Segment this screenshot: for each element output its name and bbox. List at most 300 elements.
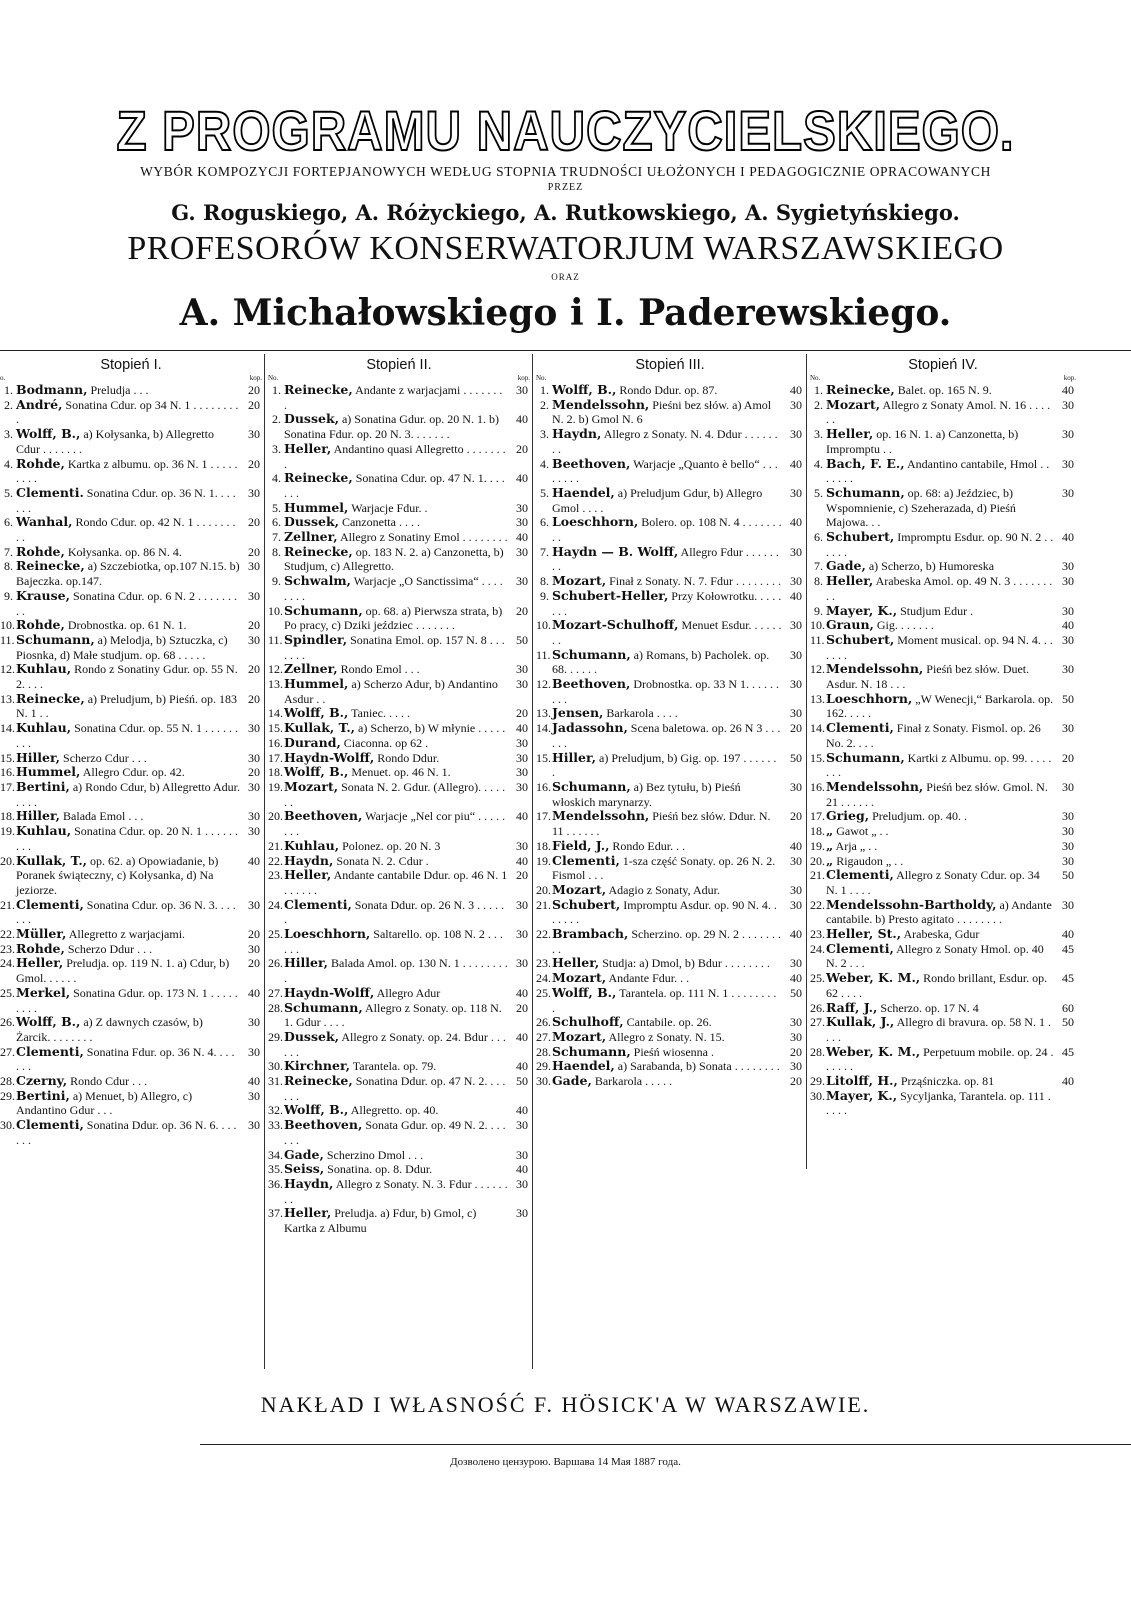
entry-text: [16, 986, 240, 1015]
entry-text: [284, 1074, 508, 1103]
work-description: Allegro di bravura. op. 58 N. 1 . . . .: [826, 1015, 1051, 1044]
entry-text: [552, 956, 782, 971]
entry-number: 4.: [540, 456, 549, 471]
entry-price: 40: [516, 809, 528, 824]
entry-price: 40: [790, 971, 802, 986]
entry-text: [552, 883, 782, 898]
composer-name: Schumann,: [552, 646, 631, 662]
entry-number: 17.: [268, 750, 283, 765]
entry-price: 30: [516, 1206, 528, 1221]
composer-name: Graun,: [826, 617, 874, 633]
entry-price: 30: [248, 750, 260, 765]
entry-text: [826, 1045, 1054, 1074]
entry-price: 30: [516, 515, 528, 530]
composer-name: Kuhlau,: [284, 837, 340, 853]
list-item: [0, 956, 262, 985]
entry-text: [284, 898, 508, 927]
entry-number: 5.: [540, 485, 549, 500]
list-item: [268, 721, 530, 736]
entry-number: 7.: [272, 530, 281, 545]
list-item: [810, 1045, 1076, 1074]
work-description: Scherzino Dmol . . .: [326, 1147, 424, 1162]
entry-price: 30: [1062, 897, 1074, 912]
composer-name: „: [826, 852, 834, 868]
composer-name: Rohde,: [16, 940, 65, 956]
entry-number: 18.: [0, 809, 15, 824]
oraz-label: ORAZ: [551, 272, 580, 282]
column-divider-2: [532, 354, 533, 1369]
entry-number: 11.: [536, 647, 551, 662]
entry-price: 30: [248, 485, 260, 500]
composer-name: Clementi,: [826, 720, 894, 736]
work-description: Scherzo Cdur . . .: [63, 750, 147, 765]
list-item: [536, 780, 804, 809]
entry-number: 13.: [810, 691, 825, 706]
list-item: [268, 1118, 530, 1147]
entry-number: 28.: [810, 1044, 825, 1059]
composer-name: Spindler,: [284, 631, 348, 647]
list-item: [268, 780, 530, 809]
work-description: Tarantela. op. 79.: [352, 1059, 437, 1074]
entry-number: 15.: [536, 750, 551, 765]
entry-price: 30: [790, 677, 802, 692]
composer-name: Hiller,: [16, 808, 61, 824]
entry-price: 30: [1062, 485, 1074, 500]
work-description: Warjacje „Quanto è bello“ . . . . . . . .: [552, 456, 778, 486]
entry-price: 30: [516, 735, 528, 750]
entry-number: 2.: [272, 412, 281, 427]
list-item: [268, 383, 530, 412]
entry-number: 23.: [536, 956, 551, 971]
entry-text: [552, 927, 782, 956]
entry-number: 14.: [536, 721, 551, 736]
list-item: [0, 545, 262, 560]
entry-price: 30: [790, 618, 802, 633]
entry-text: [826, 427, 1054, 456]
entry-number: 12.: [0, 662, 15, 677]
column-heading: Stopień I.: [100, 357, 162, 373]
list-item: [536, 618, 804, 647]
entry-number: 26.: [536, 1015, 551, 1030]
composer-name: Reinecke,: [16, 690, 85, 706]
composer-name: Grieg,: [826, 808, 870, 824]
entry-price: 20: [790, 809, 802, 824]
composer-name: Hummel,: [284, 676, 349, 692]
entry-text: [552, 398, 782, 427]
composer-name: Gade,: [826, 558, 866, 574]
entry-text: [826, 868, 1054, 897]
entry-text: [826, 942, 1054, 971]
entry-price: 40: [516, 721, 528, 736]
entry-price: 40: [516, 471, 528, 486]
entry-text: [552, 1074, 782, 1089]
work-description: a) Andante cantabile. b) Presto agitato . . . . . . . .: [826, 897, 1052, 927]
composer-name: Seiss,: [284, 1161, 325, 1177]
work-description: Scherzo Ddur . . .: [67, 941, 153, 956]
entry-number: 1.: [272, 383, 281, 397]
composer-name: Loeschhorn,: [826, 690, 913, 706]
entry-text: [284, 501, 508, 516]
list-item: [0, 986, 262, 1015]
composer-name: Schubert,: [826, 631, 895, 647]
entry-price: 30: [1062, 456, 1074, 471]
list-item: [0, 486, 262, 515]
work-description: Sonatina Cdur. op. 20 N. 1 . . . . . . . . .: [16, 824, 239, 853]
entry-price: 30: [790, 544, 802, 559]
entry-price: 30: [790, 956, 802, 971]
entry-text: [552, 706, 782, 721]
entry-number: 16.: [0, 765, 15, 780]
list-item: [268, 1148, 530, 1163]
list-item: [0, 854, 262, 898]
work-description: Sonatina Cdur. op. 47 N. 1. . . . . . .: [284, 471, 505, 500]
entry-price: 40: [248, 853, 260, 868]
composer-name: Jadassohn,: [552, 720, 628, 736]
entry-price: 50: [1062, 868, 1074, 883]
list-item: [536, 515, 804, 544]
entry-text: [16, 1015, 240, 1044]
entry-price: 40: [1062, 530, 1074, 545]
entry-text: [284, 412, 508, 441]
entry-text: [826, 486, 1054, 530]
work-description: op. 183 N. 2. a) Canzonetta, b) Studjum, c) Allegretto.: [284, 544, 504, 574]
entry-number: 23.: [0, 941, 15, 956]
work-description: a) Scherzo, b) W młynie . . . . .: [358, 721, 506, 736]
entry-text: [826, 530, 1054, 559]
work-description: Adagio z Sonaty, Adur.: [608, 882, 720, 897]
entry-number: 14.: [810, 721, 825, 736]
entry-price: [1054, 1089, 1076, 1118]
work-description: Polonez. op. 20 N. 3: [342, 838, 441, 853]
entry-number: 26.: [268, 956, 283, 971]
work-description: op. 68: a) Jeździec, b) Wspomnienie, c) Szeherazada, d) Pieśń Majowa. . .: [826, 485, 1016, 530]
entry-number: 22.: [536, 927, 551, 942]
list-item: [0, 1015, 262, 1044]
composer-name: Heller, St.,: [826, 926, 902, 942]
composer-name: Rohde,: [16, 455, 65, 471]
entry-price: 20: [516, 868, 528, 883]
composer-name: Loeschhorn,: [284, 926, 371, 942]
entry-text: [552, 971, 782, 986]
composer-name: Schumann,: [826, 749, 905, 765]
entry-price: 40: [516, 1029, 528, 1044]
entry-text: [16, 780, 240, 809]
entry-number: 14.: [268, 706, 283, 721]
composer-name: Bach, F. E.,: [826, 455, 905, 471]
composer-name: Reinecke,: [284, 382, 353, 397]
list-item: [536, 927, 804, 956]
list-item: [536, 883, 804, 898]
work-description: Tarantela. op. 111 N. 1 . . . . . . . . .: [552, 985, 777, 1015]
list-item: [268, 751, 530, 766]
entry-number: 2.: [540, 397, 549, 412]
list-item: [0, 765, 262, 780]
work-description: Sonatina Ddur. op. 36 N. 6. . . . . . .: [16, 1118, 237, 1147]
composer-name: Clementi.: [16, 484, 84, 500]
composer-name: Schumann,: [826, 484, 905, 500]
entry-text: [552, 589, 782, 618]
work-description: Warjacje „O Sanctissima“ . . . . . . . .: [284, 574, 503, 603]
work-description: Scherzo. op. 17 N. 4: [880, 1000, 979, 1015]
composer-name: Schubert,: [826, 529, 895, 545]
entry-number: 24.: [536, 971, 551, 986]
entry-price: 30: [516, 765, 528, 780]
list-item: [268, 854, 530, 869]
entry-text: [284, 383, 508, 412]
composer-name: Mozart,: [552, 573, 607, 589]
composer-name: Mayer, K.,: [826, 602, 898, 618]
entry-text: [16, 559, 240, 588]
entry-text: [826, 1074, 1054, 1089]
list-item: [268, 706, 530, 721]
composer-name: Heller,: [284, 867, 332, 883]
work-description: Rondo Cdur. op. 42 N. 1 . . . . . . . . .: [16, 515, 236, 545]
entry-price: 45: [1062, 1044, 1074, 1059]
list-item: [810, 486, 1076, 530]
list-item: [536, 986, 804, 1015]
entry-number: 19.: [268, 779, 283, 794]
entry-price: 40: [516, 412, 528, 427]
work-description: Taniec. . . . .: [351, 706, 410, 721]
entry-number: 11.: [0, 632, 15, 647]
work-description: Kołysanka. op. 86 N. 4.: [67, 544, 182, 559]
entry-price: 20: [248, 618, 260, 633]
list-item: [536, 751, 804, 780]
list-item: [536, 1045, 804, 1060]
entry-text: [826, 927, 1054, 942]
price-label: kop.: [517, 374, 530, 382]
entry-number: 10.: [536, 618, 551, 633]
composer-name: Bodmann,: [16, 382, 88, 397]
list-item: [268, 1059, 530, 1074]
entry-text: [284, 706, 508, 721]
list-item: [810, 383, 1076, 398]
list-item: [810, 427, 1076, 456]
entry-price: 30: [516, 574, 528, 589]
composer-name: Dussek,: [284, 411, 339, 427]
list-item: [536, 1030, 804, 1045]
entry-price: 30: [1062, 662, 1074, 677]
entry-text: [826, 457, 1054, 486]
composer-name: Kuhlau,: [16, 661, 72, 677]
work-description: Sonatina Emol. op. 157 N. 8 . . . . . . .: [284, 632, 505, 662]
list-item: [0, 1118, 262, 1147]
entry-number: 25.: [810, 971, 825, 986]
work-description: Preludja. a) Fdur, b) Gmol, c) Kartka z Albumu: [284, 1206, 477, 1236]
list-item: [268, 809, 530, 838]
composer-name: Haydn,: [284, 852, 334, 868]
entry-price: 40: [1062, 383, 1074, 397]
column-divider-3: [806, 354, 807, 1169]
authors-line-1: G. Roguskiego, A. Różyckiego, A. Rutkowskiego, A. Sygietyńskiego.: [171, 200, 960, 225]
work-description: Andantino quasi Allegretto . . . . . . . .: [284, 441, 506, 471]
list-item: [536, 398, 804, 427]
composer-name: Mendelssohn-Bartholdy,: [826, 896, 997, 912]
entry-number: 11.: [268, 632, 283, 647]
entry-number: 17.: [810, 809, 825, 824]
entry-price: 30: [248, 779, 260, 794]
composer-name: Wolff, B.,: [284, 1102, 349, 1118]
work-description: Allegro Cdur. op. 42.: [82, 765, 185, 780]
column-stopien-3: [536, 356, 804, 1089]
list-item: [810, 721, 1076, 750]
work-description: Kartka z albumu. op. 36 N. 1 . . . . . . . . .: [16, 456, 238, 486]
column-divider-1: [264, 354, 265, 1369]
composer-name: Haydn-Wolff,: [284, 749, 375, 765]
composer-name: Heller,: [16, 955, 64, 971]
entry-number: 12.: [810, 662, 825, 677]
entry-text: [284, 1001, 508, 1030]
entry-number: 1.: [4, 383, 13, 397]
entry-text: [284, 1148, 508, 1163]
entry-text: [284, 1030, 508, 1059]
composer-name: Gade,: [552, 1073, 592, 1089]
list-item: [268, 956, 530, 985]
work-description: op. 68. a) Pierwsza strata, b) Po pracy, c) Dziki jeździec . . . . . . .: [284, 603, 503, 633]
composer-name: Gade,: [284, 1146, 324, 1162]
no-label: No.: [810, 374, 821, 382]
entry-text: [552, 648, 782, 677]
composer-name: Haydn,: [552, 426, 602, 442]
composer-name: Clementi,: [826, 867, 894, 883]
entry-text: [284, 662, 508, 677]
list-item: [536, 956, 804, 971]
work-description: Sonata N. 2. Gdur. (Allegro). . . . . . .: [284, 779, 506, 809]
work-description: a) Bez tytułu, b) Pieśń włoskich marynarzy.: [552, 779, 741, 809]
list-item: [810, 692, 1076, 721]
composer-name: Czerny,: [16, 1073, 68, 1089]
entry-text: [826, 383, 1054, 398]
work-description: Warjacje „Nel cor piu“ . . . . . . . .: [284, 809, 506, 839]
work-description: Drobnostka. op. 61 N. 1.: [67, 618, 187, 633]
list-item: [810, 1001, 1076, 1016]
entry-text: [284, 574, 508, 603]
work-description: Sonatina Cdur. op. 55 N. 1 . . . . . . . . .: [16, 721, 239, 750]
entry-number: 16.: [810, 779, 825, 794]
entry-number: 2.: [814, 397, 823, 412]
entry-text: [826, 662, 1054, 691]
entry-price: 20: [1062, 750, 1074, 765]
page-title: Z PROGRAMU NAUCZYCIELSKIEGO.: [116, 99, 1015, 162]
composer-name: Kullak, T.,: [16, 852, 88, 868]
entry-text: [16, 854, 240, 898]
entry-text: [826, 1001, 1054, 1016]
work-description: Balada Amol. op. 130 N. 1 . . . . . . . . .: [284, 956, 508, 986]
composer-name: Durand,: [284, 734, 341, 750]
composer-name: Wanhal,: [16, 514, 73, 530]
composer-name: Loeschhorn,: [552, 514, 639, 530]
list-item: [810, 927, 1076, 942]
work-description: Rondo Ddur. op. 87.: [619, 383, 718, 397]
entry-text: [284, 530, 508, 545]
entry-text: [16, 927, 240, 942]
composer-name: Wolff, B.,: [16, 426, 81, 442]
entry-price: 20: [248, 662, 260, 677]
composer-name: Reinecke,: [284, 543, 353, 559]
entry-number: 27.: [268, 985, 283, 1000]
professors-line: PROFESORÓW KONSERWATORJUM WARSZAWSKIEGO: [127, 230, 1004, 267]
entry-text: [552, 545, 782, 574]
entry-price: 30: [790, 779, 802, 794]
work-description: Allegro z Sonaty Amol. N. 16 . . . . . .: [826, 397, 1051, 427]
entry-price: 30: [1062, 397, 1074, 412]
composer-name: Reinecke,: [284, 470, 353, 486]
work-description: Allegro z Sonaty Cdur. op. 34 N. 1 . . . .: [826, 868, 1040, 897]
composer-name: Brambach,: [552, 926, 629, 942]
entry-number: 9.: [272, 574, 281, 589]
entry-price: 20: [248, 691, 260, 706]
composer-name: Dussek,: [284, 1028, 339, 1044]
composer-name: Mozart-Schulhoff,: [552, 617, 679, 633]
work-description: Drobnostka. op. 33 N 1. . . . . . . . .: [552, 677, 779, 706]
list-item: [268, 574, 530, 603]
work-description: Scena baletowa. op. 26 N 3 . . . . . .: [552, 721, 781, 750]
entry-price: 30: [790, 647, 802, 662]
work-description: a) Scherzo Adur, b) Andantino Asdur . .: [284, 677, 498, 706]
entry-price: 30: [790, 397, 802, 412]
entry-price: 30: [248, 897, 260, 912]
footer-rule: [200, 1444, 1131, 1445]
entry-number: 16.: [268, 735, 283, 750]
work-description: Preludjum. op. 40. .: [872, 809, 968, 824]
list-item: [810, 971, 1076, 1000]
work-description: 1-sza część Sonaty. op. 26 N. 2. Fismol . . .: [552, 853, 776, 883]
composer-name: Schumann,: [16, 631, 95, 647]
entry-number: 14.: [0, 721, 15, 736]
entry-price: 20: [516, 603, 528, 618]
column-heading: Stopień II.: [366, 357, 432, 373]
entry-text: [826, 780, 1054, 809]
list-item: [536, 574, 804, 589]
work-description: Sonata Ddur. op. 26 N. 3 . . . . . .: [284, 897, 505, 927]
work-description: Allegro Adur: [376, 985, 441, 1000]
work-description: Rondo Edur. . .: [612, 838, 686, 853]
list-item: [810, 530, 1076, 559]
entry-text: [284, 515, 508, 530]
composer-name: Kullak, T.,: [284, 720, 356, 736]
list-item: [268, 545, 530, 574]
column-heading: Stopień III.: [635, 357, 705, 373]
entry-number: 2.: [4, 397, 13, 412]
entry-number: 22.: [268, 853, 283, 868]
composer-name: Merkel,: [16, 984, 71, 1000]
work-description: Ciaconna. op 62 .: [343, 735, 429, 750]
entry-price: 40: [516, 853, 528, 868]
list-item: [268, 1074, 530, 1103]
entry-price: 40: [790, 588, 802, 603]
entry-number: 31.: [268, 1074, 283, 1089]
entry-price: 50: [1062, 1015, 1074, 1030]
entry-text: [552, 780, 782, 809]
entry-number: 8.: [540, 574, 549, 589]
list-item: [810, 662, 1076, 691]
list-item: [0, 809, 262, 824]
entry-number: 13.: [536, 706, 551, 721]
entry-number: 8.: [4, 559, 13, 574]
entry-price: 50: [790, 985, 802, 1000]
composer-name: „: [826, 823, 834, 839]
entry-price: 30: [1062, 574, 1074, 589]
composer-name: Kullak, J.,: [826, 1014, 895, 1030]
entry-number: 7.: [4, 544, 13, 559]
entry-price: 30: [516, 500, 528, 515]
entry-number: 26.: [810, 1000, 825, 1015]
list-item: [810, 1015, 1076, 1044]
entry-number: 28.: [0, 1074, 15, 1089]
entry-number: 1.: [540, 383, 549, 397]
list-item: [268, 633, 530, 662]
composer-name: Jensen,: [552, 705, 604, 721]
